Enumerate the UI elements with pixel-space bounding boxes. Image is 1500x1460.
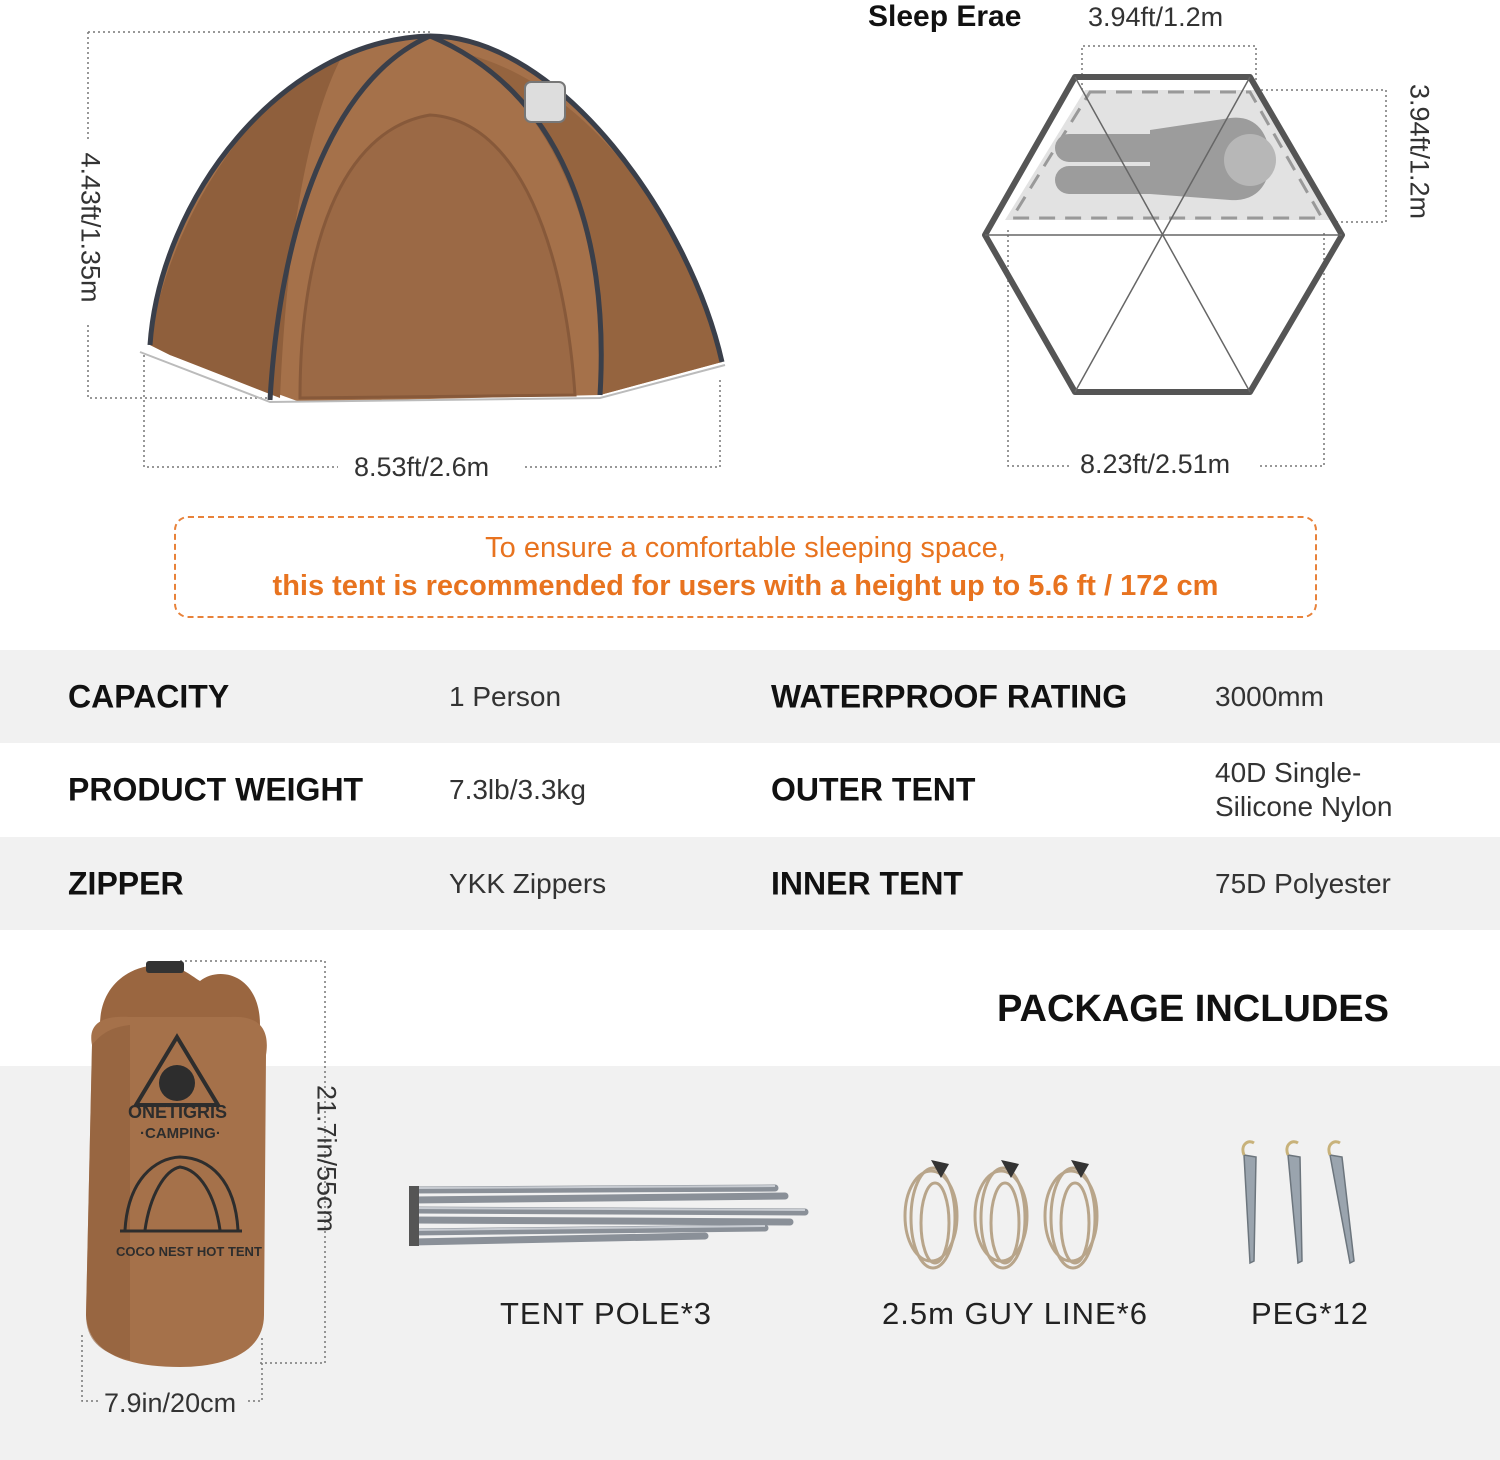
peg-image — [1230, 1135, 1370, 1270]
spec-value-multiline — [1215, 756, 1392, 824]
spec-label: PRODUCT WEIGHT — [68, 771, 364, 807]
peg-label: PEG*12 — [1251, 1296, 1370, 1331]
spec-label: CAPACITY — [68, 678, 230, 714]
floor-plan-diagram — [960, 30, 1440, 480]
height-recommendation-notice — [174, 516, 1317, 618]
bag-product-text: COCO NEST HOT TENT — [116, 1244, 262, 1259]
spec-value: 1 Person — [449, 680, 562, 712]
notice-line-2: this tent is recommended for users with a height up to 5.6 ft / 172 cm — [272, 570, 1219, 602]
spec-label: ZIPPER — [68, 865, 184, 901]
spec-label: WATERPROOF RATING — [771, 678, 1128, 714]
guy-line-image — [895, 1148, 1115, 1278]
spec-row — [0, 650, 1500, 743]
guy-line-label: 2.5m GUY LINE*6 — [882, 1296, 1148, 1331]
spec-value: 3000mm — [1215, 680, 1324, 712]
bag-sub-text: ·CAMPING· — [140, 1125, 221, 1142]
tent-height-label: 4.43ft/1.35m — [75, 152, 106, 303]
spec-value: 7.3lb/3.3kg — [449, 773, 586, 805]
floor-width-label: 8.23ft/2.51m — [1080, 449, 1231, 479]
spec-label: OUTER TENT — [771, 771, 976, 807]
spec-value-line: 40D Single- — [1215, 756, 1362, 788]
stuff-sack-image — [70, 955, 340, 1415]
bag-brand-text: ONETIGRIS — [128, 1102, 228, 1122]
spec-value: YKK Zippers — [449, 867, 607, 899]
sleep-area-width-label: 3.94ft/1.2m — [1088, 2, 1224, 32]
notice-line-1: To ensure a comfortable sleeping space, — [485, 532, 1006, 564]
spec-row — [0, 837, 1500, 930]
package-title: PACKAGE INCLUDES — [997, 988, 1389, 1030]
sleep-area-depth-label: 3.94ft/1.2m — [1404, 83, 1435, 220]
spec-row — [0, 743, 1500, 836]
tent-width-label: 8.53ft/2.6m — [354, 452, 490, 482]
spec-value-line: Silicone Nylon — [1215, 790, 1393, 822]
spec-label: INNER TENT — [771, 865, 963, 901]
tent-pole-label: TENT POLE*3 — [500, 1296, 713, 1331]
spec-value: 75D Polyester — [1215, 867, 1391, 899]
sleep-area-title: Sleep Erae — [868, 0, 1022, 33]
tent-image — [0, 0, 760, 490]
bag-height-label: 21.7in/55cm — [311, 1084, 342, 1233]
bag-width-label: 7.9in/20cm — [104, 1388, 237, 1418]
tent-pole-image — [405, 1178, 815, 1258]
